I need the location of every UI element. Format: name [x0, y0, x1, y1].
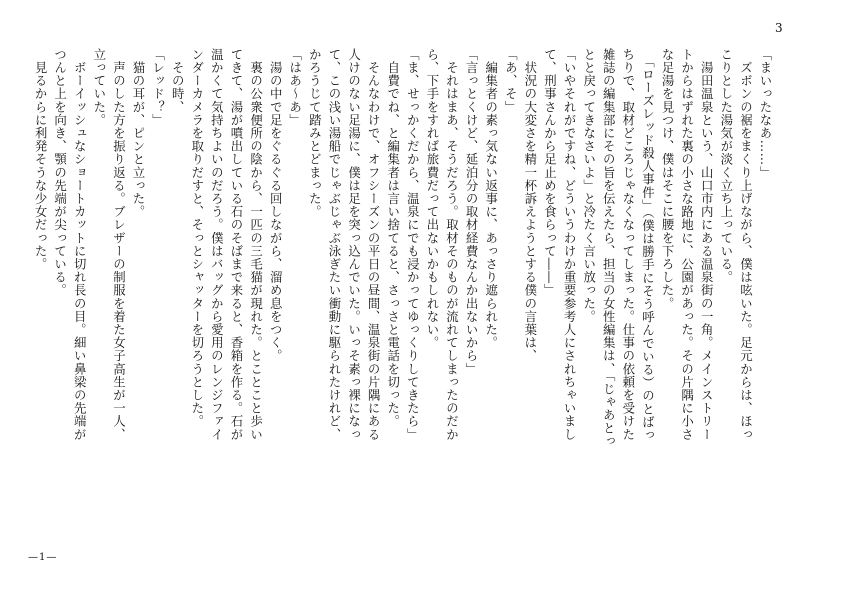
text-line: ンダーカメラを取りだすと、そっとシャッターを切ろうとした。 — [189, 48, 205, 428]
text-line: てきて、湯が噴出している石のそばまで来ると、香箱を作る。石が — [228, 48, 244, 441]
text-line: その時、 — [170, 48, 186, 114]
page-number: 3 — [775, 21, 783, 35]
text-line: 人けのない足湯に、僕は足を突っ込んでいた。いっそ素っ裸になっ — [346, 48, 362, 441]
text-line: ズボンの裾をまくり上げながら、僕は呟いた。足元からは、ほっ — [738, 48, 754, 441]
text-line: 「あ、そ」 — [503, 48, 519, 114]
text-line: 「言っとくけど、延泊分の取材経費なんか出ないから」 — [464, 48, 480, 376]
text-line: 自費でね、と編集者は言い捨てると、さっさと電話を切った。 — [385, 48, 401, 428]
text-line: それはまあ、そうだろう。取材そのものが流れてしまったのだか — [444, 48, 460, 441]
text-line: て、この浅い湯船でじゃぶじゃぶ泳ぎたい衝動に駆られたけれど、 — [326, 48, 342, 441]
text-line: 裏の公衆便所の陰から、一匹の三毛猫が現れた。とことこと歩い — [248, 48, 264, 441]
text-line: ちりで、取材どころじゃなくなってしまった。仕事の依頼を受けた — [620, 48, 636, 441]
text-line: な足湯を見つけ、僕はそこに腰を下ろした。 — [660, 48, 676, 310]
text-line: こりとした湯気が淡く立ち上っている。 — [718, 48, 734, 284]
text-line: 編集者の素っ気ない返事に、あっさり遮られた。 — [483, 48, 499, 350]
text-line: 「レッド？」 — [150, 48, 166, 127]
text-line: 「いやそれがですね、どういうわけか重要参考人にされちゃいまし — [562, 48, 578, 441]
text-line: 立っていた。 — [91, 48, 107, 127]
text-line: 状況の大変さを精一杯訴えようとする僕の言葉は、 — [522, 48, 538, 363]
text-line: そんなわけで、オフシーズンの平日の昼間、温泉街の片隅にある — [366, 48, 382, 441]
vertical-text-body — [33, 48, 775, 528]
text-line: て、刑事さんから足止めを食らって――」 — [542, 48, 558, 297]
text-line: 見るからに利発そうな少女だった。 — [33, 48, 49, 271]
text-line: 温かくて気持ちよいのだろう。僕はバッグから愛用のレンジファイ — [209, 48, 225, 441]
text-line: ら、下手をすれば旅費だって出ないかもしれない。 — [424, 48, 440, 350]
footer-page-number: —1— — [28, 552, 58, 563]
text-line: 猫の耳が、ピンと立った。 — [131, 48, 146, 219]
text-line: ボーイッシュなショートカットに切れ長の目。細い鼻梁の先端が — [72, 48, 88, 441]
text-line: 雑誌の編集部にその旨を伝えたら、担当の女性編集は、「じゃあとっ — [601, 48, 617, 448]
text-line: つんと上を向き、顎の先端が尖っている。 — [52, 48, 68, 297]
text-line: 湯田温泉という、山口市内にある温泉街の一角。メインストリー — [699, 48, 715, 441]
text-line: トからはずれた裏の小さな路地に、公園があった。その片隅に小さ — [679, 48, 695, 441]
text-line: とと戻ってきなさいよ」と冷たく言い放った。 — [581, 48, 597, 324]
text-line: 湯の中で足をぐるぐる回しながら、溜め息をつく。 — [268, 48, 284, 363]
text-line: 「まいったなあ……」 — [758, 48, 773, 179]
text-line: 「ローズレッド殺人事件」（僕は勝手にそう呼んでいる）のとばっ — [640, 48, 656, 442]
text-line: かろうじて踏みとどまった。 — [307, 48, 323, 219]
text-line: 声のした方を振り返る。ブレザーの制服を着た女子高生が一人、 — [111, 48, 127, 441]
text-line: 「はあ～あ」 — [287, 48, 303, 127]
text-line: 「ま、せっかくだから、温泉にでも浸かってゆっくりしてきたら」 — [405, 48, 421, 441]
